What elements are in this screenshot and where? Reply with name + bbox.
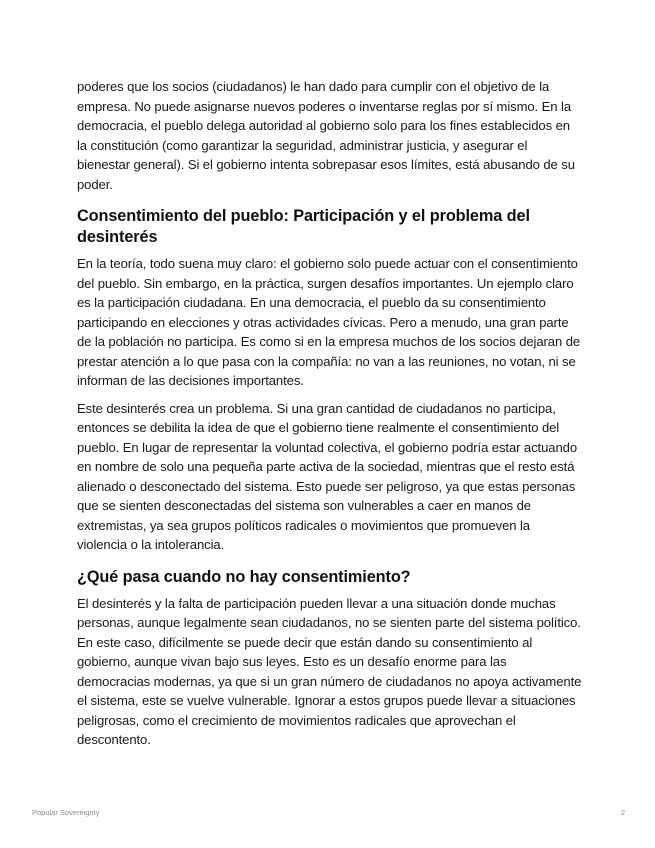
section-heading-no-consent: ¿Qué pasa cuando no hay consentimiento? [77, 567, 411, 586]
footer-page-number: 2 [620, 808, 625, 817]
consent-paragraph-2: Este desinterés crea un problema. Si una gran cantidad de ciudadanos no participa, entonces se debilita la idea de que el gobierno tiene realmente el consentimiento del pueblo. En lugar de representar la voluntad colectiva, el gobierno podría estar actuando en nombre de solo una pequeña parte activa de la sociedad, mientras que el resto está alienado o desconectado del sistema. Esto puede ser peligroso, ya que estas personas que se sienten desconectadas del sistema son vulnerables a caer en manos de extremistas, ya sea grupos políticos radicales o movimientos que promueven la violencia o la intolerancia. [77, 400, 578, 552]
no-consent-paragraph: El desinterés y la falta de participación pueden llevar a una situación donde muchas personas, aunque legalmente sean ciudadanos, no se sienten parte del sistema político. En este caso, difícilmente se puede decir que están dando su consentimiento al gobierno, aunque vivan bajo sus leyes. Esto es un desafío enorme para las democracias modernas, ya que si un gran número de ciudadanos no apoya activamente el sistema, este se vuelve vulnerable. Ignorar a estos grupos puede llevar a situaciones peligrosas, como el crecimiento de movimientos radicales que aprovechan el descontento. [77, 595, 582, 747]
section-heading-consent: Consentimiento del pueblo: Participación y el problema del desinterés [77, 207, 530, 246]
page-content [77, 77, 582, 758]
consent-paragraph-1: En la teoría, todo suena muy claro: el gobierno solo puede actuar con el consentimiento del pueblo. Sin embargo, en la práctica, surgen desafíos importantes. Un ejemplo claro es la participación ciudadana. En una democracia, el pueblo da su consentimiento participando en elecciones y otras actividades cívicas. Pero a menudo, una gran parte de la población no participa. Es como si en la empresa muchos de los socios dejaran de prestar atención a lo que pasa con la compañía: no van a las reuniones, no votan, ni se informan de las decisiones importantes. [77, 256, 581, 388]
footer-document-title: Popular Sovereignty [32, 808, 100, 817]
intro-paragraph: poderes que los socios (ciudadanos) le han dado para cumplir con el objetivo de la empresa. No puede asignarse nuevos poderes o inventarse reglas por sí mismo. En la democracia, el pueblo delega autoridad al gobierno solo para los fines establecidos en la constitución (como garantizar la seguridad, administrar justicia, y asegurar el bienestar general). Si el gobierno intenta sobrepasar esos límites, está abusando de su poder. [77, 79, 575, 192]
